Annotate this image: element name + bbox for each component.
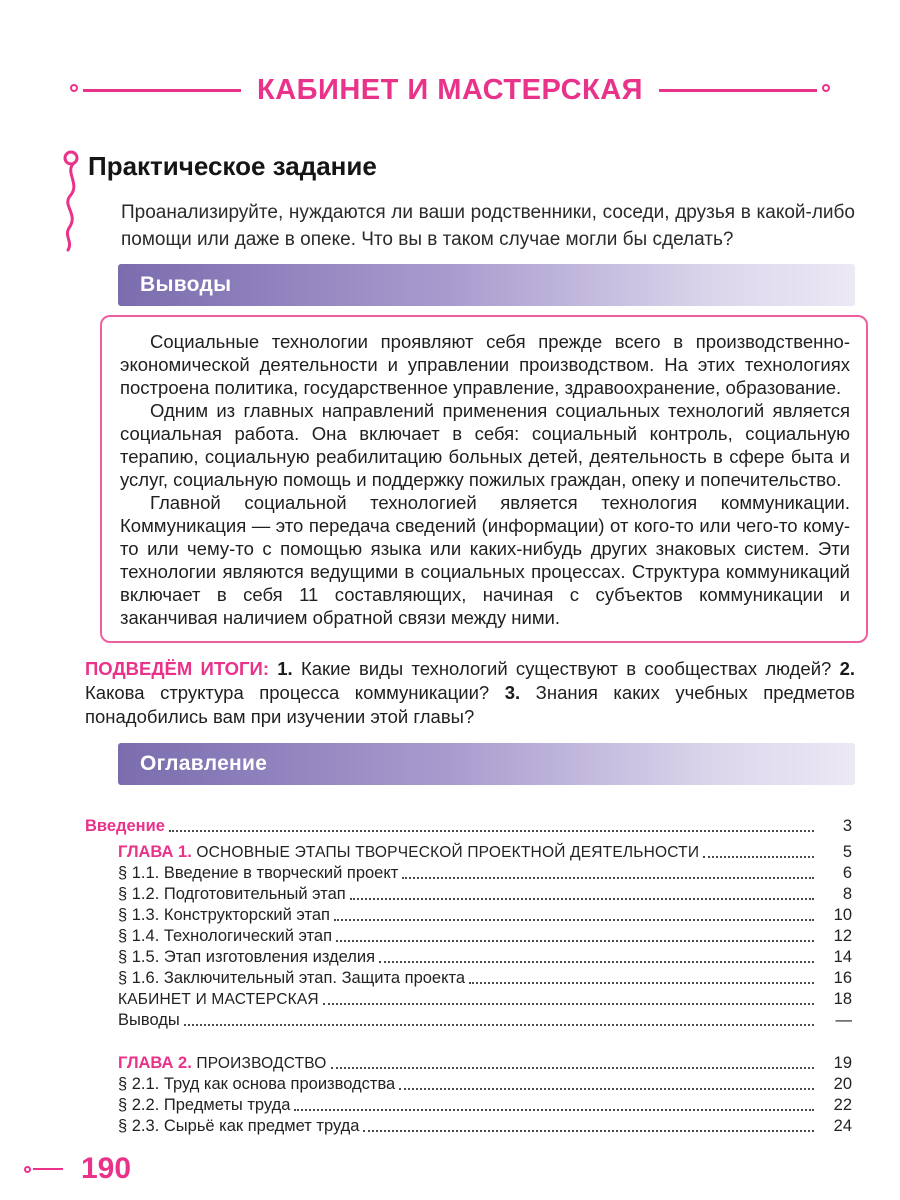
- toc-entry: [118, 883, 852, 904]
- toc-entry-page: 20: [833, 1075, 852, 1093]
- toc-entry-page: —: [835, 1011, 852, 1029]
- toc-dot-leader: [323, 1003, 814, 1005]
- summary-question-text: Знания каких учебных предметов понадобились вам при изучении этой главы?: [85, 682, 856, 727]
- toc-entry: [118, 1073, 852, 1094]
- toc-entry-label: § 1.1. Введение в творческий проект: [118, 864, 399, 882]
- toc-entry-label: Выводы: [118, 1011, 180, 1029]
- toc-entry-page: 3: [842, 817, 852, 835]
- chapter-title: КАБИНЕТ И МАСТЕРСКАЯ: [257, 74, 643, 106]
- toc-banner: [118, 743, 855, 785]
- toc-entry: [118, 1009, 852, 1030]
- conclusions-paragraph: Социальные технологии проявляют себя прежде всего в производственно-экономической деятельности и управлении производством. На этих технологиях построена политика, государственное управление, здравоохранение, образование.: [120, 331, 850, 398]
- toc-entry-label: § 1.6. Заключительный этап. Защита проекта: [118, 969, 466, 987]
- practical-task-title: Практическое задание: [88, 151, 377, 181]
- toc-entry: [118, 925, 852, 946]
- summary-question-text: Какова структура процесса коммуникации?: [85, 682, 490, 703]
- conclusions-paragraph: Главной социальной технологией является технология коммуникации. Коммуникация — это передача сведений (информации) от кого-то или чего-то кому-то или чему-то с помощью языка или каких-нибудь других знаковых систем. Эти технологии являются ведущими в социальных процессах. Структура коммуникаций включает в себя 11 составляющих, начиная с субъектов коммуникации и заканчивая наличием обратной связи между ними.: [120, 492, 850, 628]
- page-footer: [24, 1152, 131, 1186]
- summary-questions: [85, 657, 855, 729]
- toc-chapter-title: ОСНОВНЫЕ ЭТАПЫ ТВОРЧЕСКОЙ ПРОЕКТНОЙ ДЕЯТЕЛЬНОСТИ: [196, 844, 700, 861]
- toc-entry-label: § 1.5. Этап изготовления изделия: [118, 948, 376, 966]
- toc-entry-page: 16: [833, 969, 852, 987]
- toc-entry-page: 14: [833, 948, 852, 966]
- summary-question-number: 2.: [839, 658, 856, 679]
- toc-entry-page: 5: [842, 843, 852, 861]
- toc-entry-label: КАБИНЕТ И МАСТЕРСКАЯ: [118, 991, 319, 1008]
- toc-dot-leader: [469, 982, 814, 984]
- conclusions-banner: [118, 264, 855, 306]
- toc-entry-page: 6: [842, 864, 852, 882]
- toc-entry: [118, 862, 852, 883]
- toc-dot-leader: [336, 940, 814, 942]
- page-number: 190: [81, 1152, 132, 1185]
- toc-entry-page: 10: [833, 906, 852, 924]
- toc-entry-label: § 2.2. Предметы труда: [118, 1096, 291, 1114]
- toc-entry-label: Введение: [85, 817, 165, 835]
- toc-dot-leader: [379, 961, 814, 963]
- toc-entry-label: § 2.3. Сырьё как предмет труда: [118, 1117, 360, 1135]
- header-ring-right-icon: [822, 84, 830, 92]
- conclusions-paragraph: Одним из главных направлений применения социальных технологий является социальная работа. Она включает в себя: социальный контроль, социальную терапию, социальную реабилитацию больных детей, деятельность в сфере быта и услуг, социальную помощь и поддержку пожилых граждан, опеку и попечительство.: [120, 400, 850, 490]
- practical-task-text: Проанализируйте, нуждаются ли ваши родственники, соседи, друзья в какой-либо помощи или даже в опеке. Что вы в таком случае могли бы сделать?: [121, 202, 855, 250]
- toc-entry: [118, 988, 852, 1009]
- toc-dot-leader: [331, 1067, 814, 1069]
- toc-dot-leader: [399, 1088, 814, 1090]
- toc-entry: [118, 1052, 852, 1073]
- toc-entry: [118, 967, 852, 988]
- toc-entry-page: 19: [833, 1054, 852, 1072]
- toc-entry-label: § 1.3. Конструкторский этап: [118, 906, 330, 924]
- toc-chapter-title: ПРОИЗВОДСТВО: [196, 1055, 327, 1072]
- toc-entry: [118, 841, 852, 862]
- toc-entry-page: 18: [833, 990, 852, 1008]
- toc-entry-label: [118, 843, 699, 862]
- toc-entry: [85, 815, 852, 836]
- toc-dot-leader: [350, 898, 814, 900]
- toc-entry-label: § 2.1. Труд как основа производства: [118, 1075, 396, 1093]
- toc-entry-page: 24: [833, 1117, 852, 1135]
- toc-entry: [118, 1094, 852, 1115]
- toc-banner-label: Оглавление: [140, 752, 268, 775]
- toc-dot-leader: [334, 919, 814, 921]
- footer-ring-icon: [24, 1166, 31, 1173]
- toc-dot-leader: [184, 1024, 814, 1026]
- toc-dot-leader: [402, 877, 814, 879]
- toc-entry: [118, 946, 852, 967]
- toc-dot-leader: [294, 1109, 814, 1111]
- toc-dot-leader: [703, 856, 814, 858]
- conclusions-banner-label: Выводы: [140, 273, 232, 296]
- toc-entry-label: § 1.4. Технологический этап: [118, 927, 333, 945]
- toc-entry: [118, 904, 852, 925]
- toc-entry-page: 12: [833, 927, 852, 945]
- summary-question-number: 3.: [504, 682, 521, 703]
- toc-entry: [118, 1115, 852, 1136]
- toc-entry-page: 22: [833, 1096, 852, 1114]
- practical-task-section: [88, 151, 855, 253]
- toc-dot-leader: [169, 830, 814, 832]
- header-ring-left-icon: [70, 84, 78, 92]
- toc-entry-label: § 1.2. Подготовительный этап: [118, 885, 346, 903]
- header-rule-left: [83, 89, 241, 92]
- conclusions-box: [100, 315, 868, 643]
- footer-rule: [33, 1168, 63, 1171]
- table-of-contents: [85, 815, 852, 1136]
- thread-decoration-icon: [54, 148, 88, 252]
- toc-entry-label: [118, 1054, 327, 1073]
- chapter-header: [0, 74, 900, 107]
- toc-chapter-number: ГЛАВА 1.: [118, 843, 192, 861]
- summary-question-number: 1.: [277, 658, 293, 679]
- toc-chapter-number: ГЛАВА 2.: [118, 1054, 192, 1072]
- summary-question-text: Какие виды технологий существуют в сообществах людей?: [300, 658, 832, 679]
- header-rule-right: [659, 89, 817, 92]
- toc-dot-leader: [363, 1130, 814, 1132]
- summary-label: ПОДВЕДЁМ ИТОГИ:: [85, 658, 269, 679]
- toc-entry-page: 8: [842, 885, 852, 903]
